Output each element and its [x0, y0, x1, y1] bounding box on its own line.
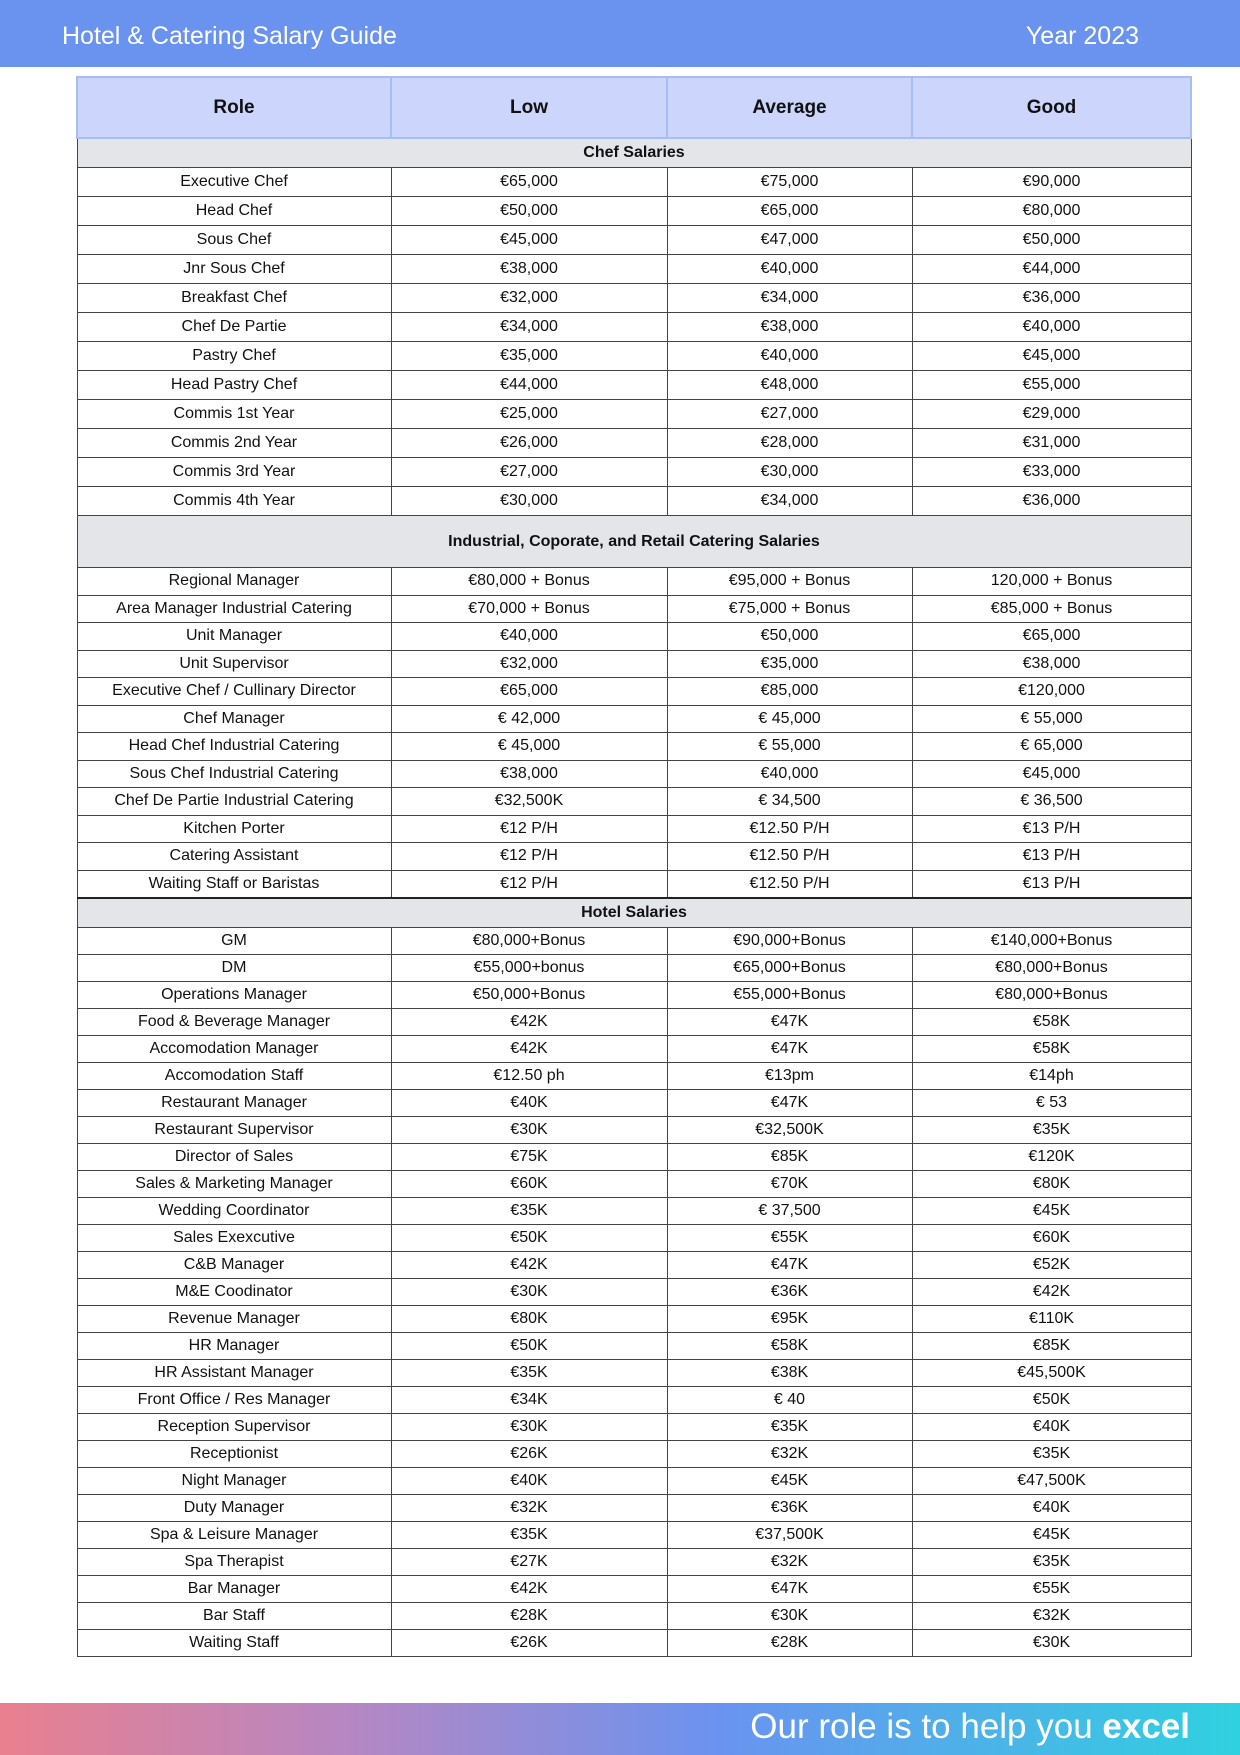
table-row — [77, 760, 1191, 788]
table-row — [77, 595, 1191, 623]
good-cell: €32K — [912, 1603, 1191, 1630]
role-cell: Revenue Manager — [77, 1306, 391, 1333]
table-row — [77, 705, 1191, 733]
section-hotel-salaries — [77, 898, 1191, 1657]
good-cell: €45,000 — [912, 760, 1191, 788]
good-cell: €35K — [912, 1549, 1191, 1576]
low-cell: €50K — [391, 1333, 667, 1360]
low-cell: € 45,000 — [391, 733, 667, 761]
good-cell: €55K — [912, 1576, 1191, 1603]
average-cell: €13pm — [667, 1063, 912, 1090]
table-row — [77, 568, 1191, 596]
low-cell: €42K — [391, 1252, 667, 1279]
low-cell: €32,500K — [391, 788, 667, 816]
role-cell: Executive Chef / Cullinary Director — [77, 678, 391, 706]
table-row — [77, 678, 1191, 706]
low-cell: €70,000 + Bonus — [391, 595, 667, 623]
good-cell: €38,000 — [912, 650, 1191, 678]
good-cell: €120,000 — [912, 678, 1191, 706]
table-row — [77, 342, 1191, 371]
table-row — [77, 928, 1191, 955]
average-cell: €58K — [667, 1333, 912, 1360]
role-cell: Sous Chef Industrial Catering — [77, 760, 391, 788]
good-cell: €90,000 — [912, 168, 1191, 197]
average-cell: €12.50 P/H — [667, 870, 912, 898]
role-cell: Chef De Partie Industrial Catering — [77, 788, 391, 816]
table-row — [77, 1387, 1191, 1414]
low-cell: €27,000 — [391, 458, 667, 487]
low-cell: €42K — [391, 1036, 667, 1063]
table-row — [77, 1360, 1191, 1387]
role-cell: Jnr Sous Chef — [77, 255, 391, 284]
table-row — [77, 1090, 1191, 1117]
average-cell: €36K — [667, 1495, 912, 1522]
low-cell: €60K — [391, 1171, 667, 1198]
table-row — [77, 487, 1191, 516]
low-cell: €26K — [391, 1441, 667, 1468]
low-cell: €50,000 — [391, 197, 667, 226]
average-cell: €85K — [667, 1144, 912, 1171]
page-header — [0, 0, 1240, 67]
good-cell: € 53 — [912, 1090, 1191, 1117]
average-cell: €95K — [667, 1306, 912, 1333]
low-cell: €80,000+Bonus — [391, 928, 667, 955]
good-cell: €14ph — [912, 1063, 1191, 1090]
low-cell: €34K — [391, 1387, 667, 1414]
low-cell: €35K — [391, 1198, 667, 1225]
good-cell: €140,000+Bonus — [912, 928, 1191, 955]
good-cell: €80,000 — [912, 197, 1191, 226]
role-cell: Chef Manager — [77, 705, 391, 733]
low-cell: €65,000 — [391, 168, 667, 197]
role-cell: Commis 2nd Year — [77, 429, 391, 458]
role-cell: Head Pastry Chef — [77, 371, 391, 400]
role-cell: Sales Exexcutive — [77, 1225, 391, 1252]
role-cell: Operations Manager — [77, 982, 391, 1009]
low-cell: €35,000 — [391, 342, 667, 371]
average-cell: € 34,500 — [667, 788, 912, 816]
good-cell: €36,000 — [912, 487, 1191, 516]
table-row — [77, 197, 1191, 226]
good-cell: €29,000 — [912, 400, 1191, 429]
good-cell: € 65,000 — [912, 733, 1191, 761]
average-cell: €47,000 — [667, 226, 912, 255]
role-cell: Restaurant Supervisor — [77, 1117, 391, 1144]
good-cell: €45K — [912, 1522, 1191, 1549]
table-row — [77, 982, 1191, 1009]
average-cell: €32,500K — [667, 1117, 912, 1144]
average-cell: €48,000 — [667, 371, 912, 400]
role-cell: Area Manager Industrial Catering — [77, 595, 391, 623]
good-cell: €58K — [912, 1009, 1191, 1036]
good-cell: €80K — [912, 1171, 1191, 1198]
average-cell: €35,000 — [667, 650, 912, 678]
section-title: Hotel Salaries — [77, 898, 1191, 928]
low-cell: €12 P/H — [391, 870, 667, 898]
role-cell: Commis 3rd Year — [77, 458, 391, 487]
role-cell: Commis 1st Year — [77, 400, 391, 429]
role-cell: GM — [77, 928, 391, 955]
low-cell: €25,000 — [391, 400, 667, 429]
good-cell: €30K — [912, 1630, 1191, 1657]
low-cell: €35K — [391, 1522, 667, 1549]
role-cell: Night Manager — [77, 1468, 391, 1495]
low-cell: €42K — [391, 1576, 667, 1603]
average-cell: €12.50 P/H — [667, 843, 912, 871]
table-row — [77, 1036, 1191, 1063]
footer-tagline — [750, 1707, 1190, 1747]
table-row — [77, 1549, 1191, 1576]
average-cell: €32K — [667, 1549, 912, 1576]
table-row — [77, 1630, 1191, 1657]
role-cell: Duty Manager — [77, 1495, 391, 1522]
role-cell: Waiting Staff or Baristas — [77, 870, 391, 898]
average-cell: €37,500K — [667, 1522, 912, 1549]
role-cell: Restaurant Manager — [77, 1090, 391, 1117]
table-row — [77, 1441, 1191, 1468]
section-title-row — [77, 898, 1191, 928]
table-row — [77, 1495, 1191, 1522]
average-cell: €65,000 — [667, 197, 912, 226]
good-cell: €80,000+Bonus — [912, 955, 1191, 982]
role-cell: Director of Sales — [77, 1144, 391, 1171]
average-cell: €30,000 — [667, 458, 912, 487]
column-header-role: Role — [77, 77, 391, 138]
role-cell: Bar Manager — [77, 1576, 391, 1603]
average-cell: €47K — [667, 1009, 912, 1036]
low-cell: €26,000 — [391, 429, 667, 458]
low-cell: €12.50 ph — [391, 1063, 667, 1090]
good-cell: €85K — [912, 1333, 1191, 1360]
table-row — [77, 1306, 1191, 1333]
low-cell: €35K — [391, 1360, 667, 1387]
role-cell: Reception Supervisor — [77, 1414, 391, 1441]
average-cell: €32K — [667, 1441, 912, 1468]
good-cell: €40,000 — [912, 313, 1191, 342]
average-cell: € 37,500 — [667, 1198, 912, 1225]
low-cell: €12 P/H — [391, 815, 667, 843]
average-cell: €75,000 + Bonus — [667, 595, 912, 623]
average-cell: €34,000 — [667, 284, 912, 313]
year-label: Year 2023 — [1025, 22, 1139, 50]
table-row — [77, 1198, 1191, 1225]
low-cell: €80K — [391, 1306, 667, 1333]
low-cell: €44,000 — [391, 371, 667, 400]
section-chef-salaries — [77, 138, 1191, 516]
average-cell: €36K — [667, 1279, 912, 1306]
low-cell: €38,000 — [391, 255, 667, 284]
average-cell: €47K — [667, 1090, 912, 1117]
average-cell: € 55,000 — [667, 733, 912, 761]
table-row — [77, 1603, 1191, 1630]
low-cell: €30K — [391, 1414, 667, 1441]
table-row — [77, 1144, 1191, 1171]
good-cell: €36,000 — [912, 284, 1191, 313]
role-cell: Head Chef — [77, 197, 391, 226]
page-title: Hotel & Catering Salary Guide — [62, 22, 397, 50]
good-cell: €40K — [912, 1495, 1191, 1522]
good-cell: €13 P/H — [912, 843, 1191, 871]
average-cell: €95,000 + Bonus — [667, 568, 912, 596]
average-cell: €85,000 — [667, 678, 912, 706]
table-row — [77, 458, 1191, 487]
low-cell: €75K — [391, 1144, 667, 1171]
good-cell: €31,000 — [912, 429, 1191, 458]
average-cell: €27,000 — [667, 400, 912, 429]
good-cell: €44,000 — [912, 255, 1191, 284]
role-cell: Breakfast Chef — [77, 284, 391, 313]
low-cell: €30,000 — [391, 487, 667, 516]
table-row — [77, 1468, 1191, 1495]
good-cell: €50,000 — [912, 226, 1191, 255]
role-cell: Food & Beverage Manager — [77, 1009, 391, 1036]
average-cell: €28K — [667, 1630, 912, 1657]
low-cell: €32,000 — [391, 284, 667, 313]
low-cell: €27K — [391, 1549, 667, 1576]
average-cell: €40,000 — [667, 342, 912, 371]
role-cell: Front Office / Res Manager — [77, 1387, 391, 1414]
column-header-low: Low — [391, 77, 667, 138]
role-cell: Unit Manager — [77, 623, 391, 651]
average-cell: €38,000 — [667, 313, 912, 342]
salary-table — [76, 76, 1192, 1657]
average-cell: €34,000 — [667, 487, 912, 516]
good-cell: €55,000 — [912, 371, 1191, 400]
table-row — [77, 1171, 1191, 1198]
table-row — [77, 226, 1191, 255]
good-cell: €58K — [912, 1036, 1191, 1063]
table-row — [77, 400, 1191, 429]
role-cell: Regional Manager — [77, 568, 391, 596]
role-cell: Kitchen Porter — [77, 815, 391, 843]
role-cell: Catering Assistant — [77, 843, 391, 871]
good-cell: €60K — [912, 1225, 1191, 1252]
column-header-average: Average — [667, 77, 912, 138]
average-cell: €90,000+Bonus — [667, 928, 912, 955]
role-cell: Executive Chef — [77, 168, 391, 197]
low-cell: €45,000 — [391, 226, 667, 255]
header-row — [77, 77, 1191, 138]
section-industrial-catering-salaries — [77, 516, 1191, 899]
low-cell: €26K — [391, 1630, 667, 1657]
table-row — [77, 623, 1191, 651]
low-cell: €55,000+bonus — [391, 955, 667, 982]
low-cell: €42K — [391, 1009, 667, 1036]
role-cell: Spa Therapist — [77, 1549, 391, 1576]
role-cell: Sales & Marketing Manager — [77, 1171, 391, 1198]
role-cell: DM — [77, 955, 391, 982]
role-cell: Wedding Coordinator — [77, 1198, 391, 1225]
table-row — [77, 313, 1191, 342]
average-cell: €55,000+Bonus — [667, 982, 912, 1009]
good-cell: € 36,500 — [912, 788, 1191, 816]
table-header — [77, 77, 1191, 138]
table-row — [77, 1279, 1191, 1306]
low-cell: €30K — [391, 1117, 667, 1144]
low-cell: €38,000 — [391, 760, 667, 788]
section-title-row — [77, 516, 1191, 568]
table-row — [77, 955, 1191, 982]
role-cell: Receptionist — [77, 1441, 391, 1468]
table-row — [77, 1063, 1191, 1090]
tagline-text: Our role is to help you — [750, 1707, 1103, 1746]
good-cell: €47,500K — [912, 1468, 1191, 1495]
role-cell: M&E Coodinator — [77, 1279, 391, 1306]
average-cell: €40,000 — [667, 255, 912, 284]
average-cell: €45K — [667, 1468, 912, 1495]
good-cell: € 55,000 — [912, 705, 1191, 733]
low-cell: €34,000 — [391, 313, 667, 342]
good-cell: €85,000 + Bonus — [912, 595, 1191, 623]
table-row — [77, 284, 1191, 313]
average-cell: €30K — [667, 1603, 912, 1630]
role-cell: HR Assistant Manager — [77, 1360, 391, 1387]
table-row — [77, 788, 1191, 816]
average-cell: € 45,000 — [667, 705, 912, 733]
average-cell: €65,000+Bonus — [667, 955, 912, 982]
table-row — [77, 870, 1191, 898]
good-cell: 120,000 + Bonus — [912, 568, 1191, 596]
good-cell: €45,500K — [912, 1360, 1191, 1387]
role-cell: Chef De Partie — [77, 313, 391, 342]
role-cell: C&B Manager — [77, 1252, 391, 1279]
average-cell: €47K — [667, 1036, 912, 1063]
average-cell: €28,000 — [667, 429, 912, 458]
good-cell: €110K — [912, 1306, 1191, 1333]
good-cell: €65,000 — [912, 623, 1191, 651]
low-cell: €12 P/H — [391, 843, 667, 871]
salary-table-container — [76, 76, 1190, 1657]
role-cell: Head Chef Industrial Catering — [77, 733, 391, 761]
role-cell: Commis 4th Year — [77, 487, 391, 516]
good-cell: €13 P/H — [912, 870, 1191, 898]
good-cell: €42K — [912, 1279, 1191, 1306]
role-cell: Pastry Chef — [77, 342, 391, 371]
low-cell: € 42,000 — [391, 705, 667, 733]
average-cell: €75,000 — [667, 168, 912, 197]
table-row — [77, 371, 1191, 400]
good-cell: €33,000 — [912, 458, 1191, 487]
section-title: Chef Salaries — [77, 138, 1191, 168]
table-row — [77, 168, 1191, 197]
low-cell: €65,000 — [391, 678, 667, 706]
table-row — [77, 733, 1191, 761]
role-cell: HR Manager — [77, 1333, 391, 1360]
low-cell: €40K — [391, 1468, 667, 1495]
good-cell: €52K — [912, 1252, 1191, 1279]
average-cell: €70K — [667, 1171, 912, 1198]
role-cell: Bar Staff — [77, 1603, 391, 1630]
table-row — [77, 1225, 1191, 1252]
average-cell: €38K — [667, 1360, 912, 1387]
low-cell: €40K — [391, 1090, 667, 1117]
section-title: Industrial, Coporate, and Retail Catering Salaries — [77, 516, 1191, 568]
table-row — [77, 1252, 1191, 1279]
role-cell: Sous Chef — [77, 226, 391, 255]
low-cell: €80,000 + Bonus — [391, 568, 667, 596]
average-cell: €50,000 — [667, 623, 912, 651]
good-cell: €13 P/H — [912, 815, 1191, 843]
good-cell: €50K — [912, 1387, 1191, 1414]
table-row — [77, 650, 1191, 678]
good-cell: €35K — [912, 1441, 1191, 1468]
table-row — [77, 255, 1191, 284]
average-cell: €40,000 — [667, 760, 912, 788]
average-cell: €47K — [667, 1576, 912, 1603]
table-row — [77, 1414, 1191, 1441]
table-row — [77, 1009, 1191, 1036]
average-cell: €47K — [667, 1252, 912, 1279]
low-cell: €32K — [391, 1495, 667, 1522]
tagline-emphasis: excel — [1102, 1707, 1190, 1746]
low-cell: €32,000 — [391, 650, 667, 678]
role-cell: Accomodation Staff — [77, 1063, 391, 1090]
role-cell: Spa & Leisure Manager — [77, 1522, 391, 1549]
low-cell: €50,000+Bonus — [391, 982, 667, 1009]
table-row — [77, 1117, 1191, 1144]
good-cell: €120K — [912, 1144, 1191, 1171]
low-cell: €28K — [391, 1603, 667, 1630]
good-cell: €45K — [912, 1198, 1191, 1225]
section-title-row — [77, 138, 1191, 168]
low-cell: €40,000 — [391, 623, 667, 651]
average-cell: €55K — [667, 1225, 912, 1252]
role-cell: Accomodation Manager — [77, 1036, 391, 1063]
table-row — [77, 429, 1191, 458]
table-row — [77, 1333, 1191, 1360]
good-cell: €45,000 — [912, 342, 1191, 371]
table-row — [77, 1522, 1191, 1549]
table-row — [77, 1576, 1191, 1603]
role-cell: Unit Supervisor — [77, 650, 391, 678]
good-cell: €35K — [912, 1117, 1191, 1144]
table-row — [77, 843, 1191, 871]
low-cell: €50K — [391, 1225, 667, 1252]
good-cell: €80,000+Bonus — [912, 982, 1191, 1009]
column-header-good: Good — [912, 77, 1191, 138]
page-footer — [0, 1703, 1240, 1755]
average-cell: € 40 — [667, 1387, 912, 1414]
average-cell: €12.50 P/H — [667, 815, 912, 843]
good-cell: €40K — [912, 1414, 1191, 1441]
low-cell: €30K — [391, 1279, 667, 1306]
table-row — [77, 815, 1191, 843]
role-cell: Waiting Staff — [77, 1630, 391, 1657]
average-cell: €35K — [667, 1414, 912, 1441]
